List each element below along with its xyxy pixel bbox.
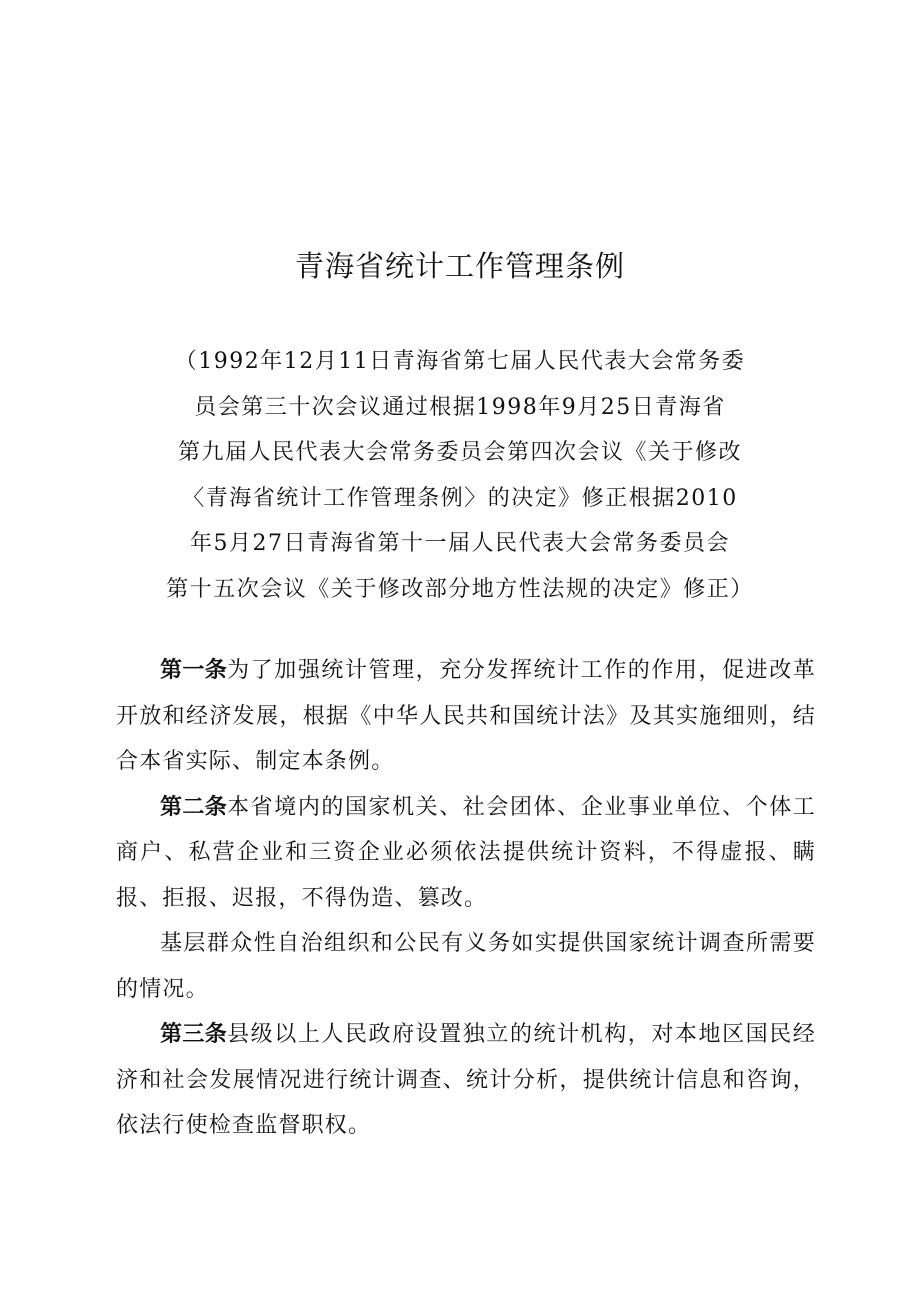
article-2 bbox=[116, 785, 816, 922]
preamble-line: 第十五次会议《关于修改部分地方性法规的决定》修正） bbox=[166, 576, 754, 602]
preamble bbox=[150, 339, 770, 612]
document-body bbox=[116, 648, 816, 1149]
article-1 bbox=[116, 648, 816, 785]
preamble-line: 第九届人民代表大会常务委员会第四次会议《关于修改 bbox=[177, 440, 742, 465]
article-text: 本省境内的国家机关、社会团体、企业事业单位、个体工商户、私营企业和三资企业必须依法提供统计资料，不得虚报、瞒报、拒报、迟报，不得伪造、篡改。 bbox=[116, 794, 816, 911]
article-3 bbox=[116, 1012, 816, 1149]
article-number: 第二条 bbox=[160, 794, 228, 820]
article-2-paragraph-2 bbox=[116, 921, 816, 1012]
article-number: 第一条 bbox=[160, 658, 228, 683]
preamble-line: 年5月27日青海省第十一届人民代表大会常务委员会 bbox=[190, 531, 730, 556]
document-title: 青海省统计工作管理条例 bbox=[294, 249, 625, 283]
preamble-line: 〈青海省统计工作管理条例〉的决定》修正根据2010 bbox=[182, 485, 738, 511]
preamble-line: 员会第三十次会议通过根据1998年9月25日青海省 bbox=[194, 394, 726, 420]
article-text: 县级以上人民政府设置独立的统计机构，对本地区国民经济和社会发展情况进行统计调查、统计分析，提供统计信息和咨询，依法行使检查监督职权。 bbox=[116, 1022, 816, 1138]
article-number: 第三条 bbox=[160, 1022, 228, 1047]
preamble-line: （1992年12月11日青海省第七届人民代表大会常务委 bbox=[174, 349, 746, 374]
article-text: 为了加强统计管理，充分发挥统计工作的作用，促进改革开放和经济发展，根据《中华人民共和国统计法》及其实施细则，结合本省实际、制定本条例。 bbox=[116, 658, 816, 774]
article-text: 基层群众性自治组织和公民有义务如实提供国家统计调查所需要的情况。 bbox=[116, 931, 816, 1002]
